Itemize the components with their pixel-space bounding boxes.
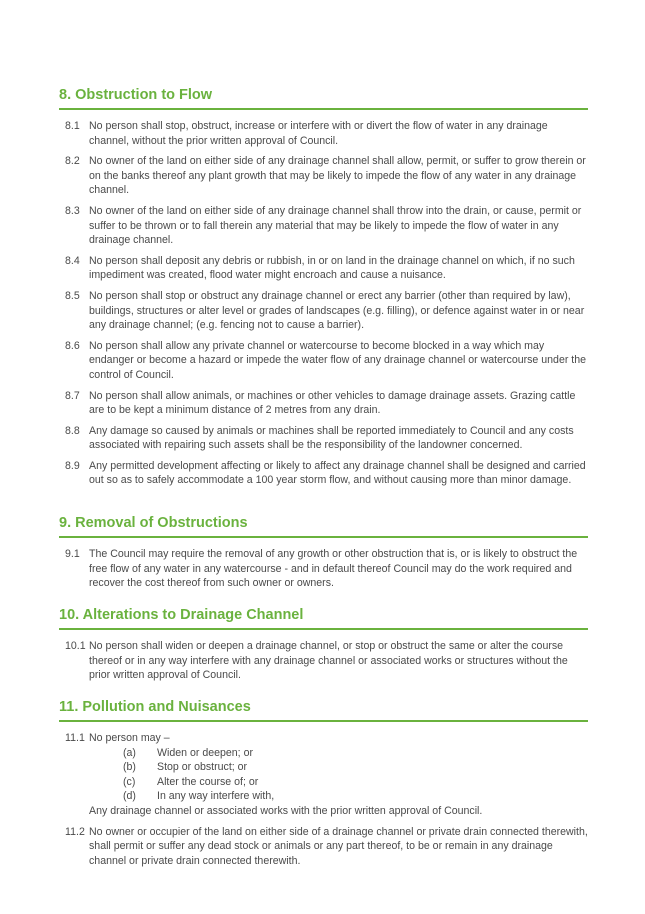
clause-number: 11.2: [65, 825, 85, 838]
clause-text: No person shall deposit any debris or rubbish, in or on land in the drainage channel on which, if no such impediment was created, flood water might encroach and cause a nuisance.: [89, 254, 575, 282]
clause-text: No person shall widen or deepen a drainage channel, or stop or obstruct the same or alter the course thereof or in any way interfere with any drainage channel or associated works or structures without the prior written approval of Council.: [89, 640, 568, 682]
clause-number: 8.7: [65, 389, 80, 402]
clause-text: No owner of the land on either side of any drainage channel shall allow, permit, or suffer to grow therein or on the banks thereof any plant growth that may be likely to impede the flow of any water in any drainage channel.: [89, 155, 586, 197]
clause-number: 8.6: [65, 339, 80, 352]
clause-number: 8.8: [65, 424, 80, 437]
clause-list: [59, 639, 588, 683]
clause: [59, 254, 588, 283]
sub-item-text: Alter the course of; or: [157, 775, 259, 788]
clause-text: Any damage so caused by animals or machines shall be reported immediately to Council and any costs associated with repairing such assets shall be the responsibility of the landowner concerned.: [89, 424, 574, 452]
clause-list: [59, 547, 588, 591]
clause-number: 8.1: [65, 120, 80, 132]
section-pollution-and-nuisances: [59, 698, 588, 874]
clause-text: Any permitted development affecting or likely to affect any drainage channel shall be designed and carried out so as to safely accommodate a 100 year storm flow, and without causing more than minor damage.: [89, 459, 586, 487]
sub-item-text: Widen or deepen; or: [157, 746, 253, 759]
clause: [59, 547, 588, 591]
sub-item: [89, 789, 588, 804]
clause-number: 8.9: [65, 459, 80, 472]
clause-number: 8.2: [65, 155, 80, 168]
clause-text: The Council may require the removal of any growth or other obstruction that is, or is likely to obstruct the free flow of any water in any watercourse - and in default thereof Council may do the work required and recover the cost thereof from such owner or owners.: [89, 548, 578, 590]
sub-item-text: Stop or obstruct; or: [157, 761, 248, 774]
clause-text: No person shall allow animals, or machines or other vehicles to damage drainage assets. Grazing cattle are to be kept a minimum distance of 2 metres from any drain.: [89, 389, 576, 417]
section-heading: 11. Pollution and Nuisances: [59, 698, 588, 722]
clause: [59, 204, 588, 248]
section-alterations-to-drainage-channel: [59, 606, 588, 689]
clause-body: [89, 731, 588, 819]
sub-item: [89, 775, 588, 790]
clause-list: [59, 731, 588, 868]
sub-item-letter: (d): [123, 790, 136, 803]
clause-number: 9.1: [65, 548, 80, 560]
clause: [59, 424, 588, 453]
section-heading: 9. Removal of Obstructions: [59, 514, 588, 538]
clause-number: 8.4: [65, 254, 80, 267]
clause: [59, 825, 588, 869]
clause-text: No person shall allow any private channel or watercourse to become blocked in a way which may endanger or become a hazard or impede the water flow of any drainage channel or watercourse under the control of Council.: [89, 339, 587, 381]
clause-number: 10.1: [65, 640, 86, 652]
section-removal-of-obstructions: [59, 514, 588, 597]
clause: [59, 119, 588, 148]
clause-text: No person shall stop or obstruct any drainage channel or erect any barrier (other than required by law), buildings, structures or alter level or grades of landscapes (e.g. filling), or defence against water in or near any drainage channel; (e.g. fencing not to cause a barrier).: [89, 289, 585, 332]
clause: [59, 731, 588, 819]
clause-list: [59, 119, 588, 488]
clause: [59, 289, 588, 333]
section-obstruction-to-flow: [59, 86, 588, 494]
clause: [59, 389, 588, 418]
sub-item: [89, 760, 588, 775]
sub-item-letter: (c): [123, 775, 136, 788]
sub-item-letter: (b): [123, 761, 136, 774]
clause: [59, 639, 588, 683]
clause: [59, 459, 588, 488]
clause: [59, 154, 588, 198]
sub-list: [89, 746, 588, 804]
clause-number: 8.3: [65, 204, 80, 217]
clause-number: 11.1: [65, 732, 85, 744]
section-heading: 8. Obstruction to Flow: [59, 86, 588, 110]
sub-item: [89, 746, 588, 761]
clause: [59, 339, 588, 383]
clause-text: No person shall stop, obstruct, increase or interfere with or divert the flow of water in any drainage channel, without the prior written approval of Council.: [89, 120, 548, 147]
clause-number: 8.5: [65, 289, 80, 302]
clause-text: No owner or occupier of the land on either side of a drainage channel or private drain connected therewith, shall permit or suffer any dead stock or animals or any part thereof, to be or remain in any drainage channel or private drain connected therewith.: [89, 825, 588, 867]
clause-intro: No person may –: [89, 732, 170, 744]
clause-outro: Any drainage channel or associated works with the prior written approval of Council.: [89, 804, 483, 817]
section-heading: 10. Alterations to Drainage Channel: [59, 606, 588, 630]
clause-text: No owner of the land on either side of any drainage channel shall throw into the drain, or cause, permit or suffer to be thrown or to fall therein any material that may be likely to impede the flow of water in any drainage channel.: [89, 204, 582, 247]
sub-item-letter: (a): [123, 746, 136, 759]
sub-item-text: In any way interfere with,: [157, 790, 275, 803]
